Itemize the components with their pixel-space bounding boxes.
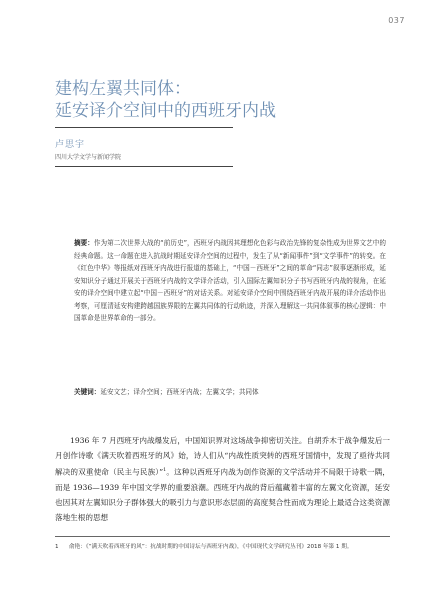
title-line-2: 延安译介空间中的西班牙内战 (55, 101, 276, 121)
body-text-part-1: 1936 年 7 月西班牙内战爆发后，中国知识界对这场战争抑密切关注。自胡乔木于战争爆发后一月创作诗歌《满天吹着西班牙的风》始，诗人们从“内战性质突转的西班牙国情中，发现了亟待共同解决的双重使命（民主与民族）” (55, 436, 390, 477)
footnote (55, 542, 390, 553)
abstract-text: 作为第二次世界大战的“前历史”，西班牙内战因其理想化色彩与政治先锋的复杂性成为世界文艺中的经典命题。这一命题在进入抗战时期延安译介空间的过程中，发生了从“新闻事件”到“文学事件”的转变。在《红色中华》等报纸对西班牙内战进行报道的基础上，“中国－西班牙”之间的革命“同志”叙事逐渐形成，延安知识分子通过开展关于西班牙内战的文学译介活动，引入国际左翼知识分子书写西班牙内战的视角，在延安的译介空间中建立起“中国－西班牙”的对话关系。对延安译介空间中围绕西班牙内战开展的译介活动作出考察，可厘清延安构建跨越国族界限的左翼共同体的行动轨迹，并深入理解这一共同体叙事的核心逻辑：中国革命是世界革命的一部分。 (74, 239, 386, 322)
footnote-number: 1 (55, 544, 59, 550)
footnote-text: 俞艳：《“满天吹着西班牙的风”：抗战时期的中国诗坛与西班牙内战》，《中国现代文学研究丛刊》2018 年第 1 期。 (69, 544, 353, 550)
article-title (55, 78, 276, 122)
page-number: 037 (388, 16, 405, 25)
keywords-label: 关键词： (74, 388, 101, 396)
abstract-label: 摘要： (74, 239, 94, 247)
author-divider (55, 166, 233, 167)
title-line-1: 建构左翼共同体： (55, 79, 191, 99)
body-paragraph (55, 433, 390, 525)
footnote-divider (55, 536, 390, 537)
keywords-text: 延安文艺；译介空间；西班牙内战；左翼文学；共同体 (100, 388, 259, 396)
author-name: 卢思宇 (55, 140, 86, 150)
footnote-reference[interactable]: 1 (163, 467, 167, 473)
body-text-part-2: 。这种以西班牙内战为创作资源的文学活动并不局限于诗歌一隅，而是 1936—1939 年中国文学界的重要浪潮。西班牙内战的背后蕴藏着丰富的左翼文化资源，延安也因其对左翼知识分子群体强大的吸引力与意识形态层面的高度契合性而成为理论上最适合这类资源落地生根的思想 (55, 467, 390, 522)
abstract (74, 237, 386, 325)
title-divider (55, 127, 233, 128)
author-affiliation: 四川大学文学与新闻学院 (55, 154, 122, 161)
keywords (74, 386, 386, 398)
